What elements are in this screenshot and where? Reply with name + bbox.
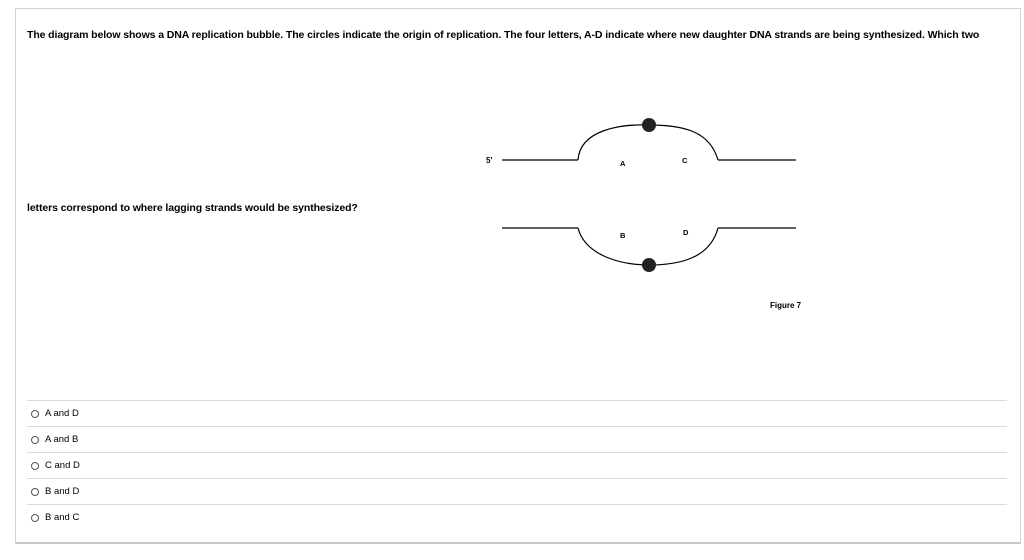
option-label: A and D <box>45 408 79 419</box>
question-text-line-2: letters correspond to where lagging strands would be synthesized? <box>27 202 358 214</box>
radio-button[interactable] <box>31 436 39 444</box>
letter-d: D <box>683 228 689 237</box>
five-prime-label: 5' <box>486 156 493 165</box>
letter-c: C <box>682 156 688 165</box>
radio-button[interactable] <box>31 514 39 522</box>
top-origin-circle <box>642 118 656 132</box>
option-a-and-b[interactable] <box>27 426 1007 452</box>
replication-bubble-diagram <box>480 110 820 320</box>
bottom-origin-circle <box>642 258 656 272</box>
option-b-and-d[interactable] <box>27 478 1007 504</box>
replication-bubble-svg <box>480 110 820 320</box>
radio-button[interactable] <box>31 488 39 496</box>
letter-b: B <box>620 231 626 240</box>
figure-caption: Figure 7 <box>770 301 802 310</box>
letter-a: A <box>620 159 626 168</box>
question-text-line-1: The diagram below shows a DNA replication bubble. The circles indicate the origin of replication. The four letters, A-D indicate where new daughter DNA strands are being synthesized. Which two <box>27 29 980 41</box>
option-label: A and B <box>45 434 79 445</box>
option-c-and-d[interactable] <box>27 452 1007 478</box>
radio-button[interactable] <box>31 410 39 418</box>
option-label: B and D <box>45 486 80 497</box>
option-label: C and D <box>45 460 80 471</box>
answer-options <box>27 400 1007 530</box>
option-a-and-d[interactable] <box>27 400 1007 426</box>
option-label: B and C <box>45 512 80 523</box>
radio-button[interactable] <box>31 462 39 470</box>
option-b-and-c[interactable] <box>27 504 1007 530</box>
